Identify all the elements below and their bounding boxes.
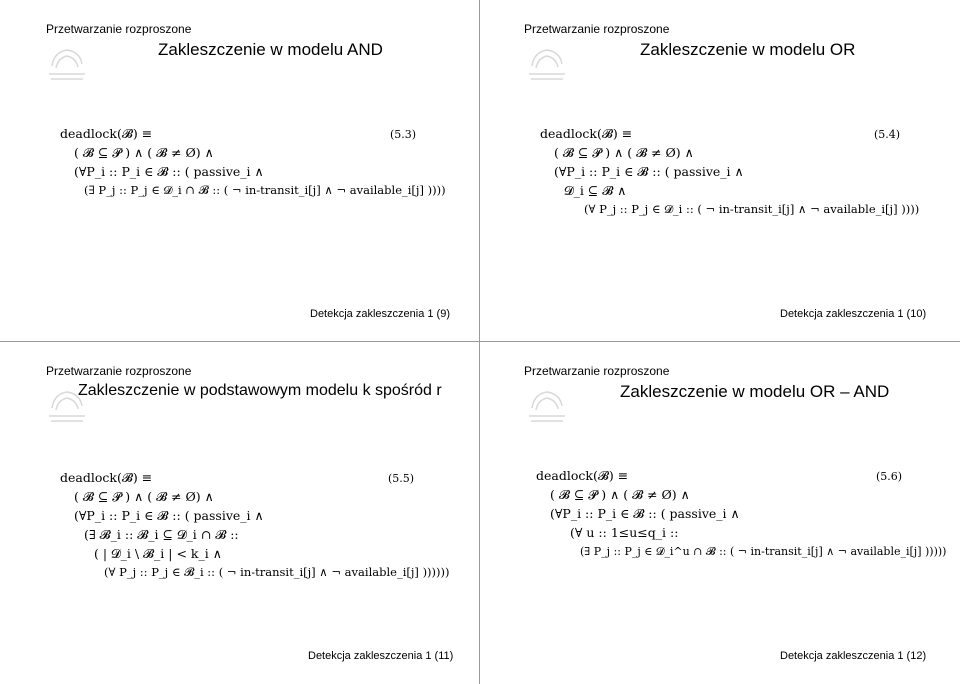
university-logo-icon [526, 386, 568, 426]
equation-number: (5.3) [390, 128, 417, 141]
formula-line: ( 𝓑 ⊆ 𝓟 ) ∧ ( 𝓑 ≠ Ø) ∧ [74, 489, 214, 504]
university-logo-icon [46, 44, 88, 84]
formula-line: deadlock(𝓑) ≡ [540, 126, 633, 141]
formula-line: (∀ P_j :: P_j ∈ 𝓓_i :: ( ¬ in-transit_i[j] ∧ ¬ available_i[j] )))) [584, 202, 920, 216]
formula-line: ( 𝓑 ⊆ 𝓟 ) ∧ ( 𝓑 ≠ Ø) ∧ [74, 145, 214, 160]
slide-12 [480, 342, 960, 684]
formula-line: (∀ P_j :: P_j ∈ 𝓑_i :: ( ¬ in-transit_i[j] ∧ ¬ available_i[j] )))))) [104, 565, 450, 579]
slide-header: Przetwarzanie rozproszone [46, 22, 192, 36]
formula-line: (∃ P_j :: P_j ∈ 𝓓_i^u ∩ 𝓑 :: ( ¬ in-transit_i[j] ∧ ¬ available_i[j] ))))) [580, 545, 947, 558]
slide-title: Zakleszczenie w podstawowym modelu k spośród r [78, 382, 442, 399]
slide-header: Przetwarzanie rozproszone [524, 22, 670, 36]
equation-number: (5.6) [876, 470, 903, 483]
formula-block [60, 124, 446, 200]
formula-line: deadlock(𝓑) ≡ [60, 470, 153, 485]
slide-title: Zakleszczenie w modelu OR – AND [620, 382, 890, 401]
slide-9 [0, 0, 480, 342]
equation-number: (5.4) [874, 128, 901, 141]
formula-line: (∀P_i :: P_i ∈ 𝓑 :: ( passive_i ∧ [550, 506, 740, 521]
slide-10 [480, 0, 960, 342]
slide-footer: Detekcja zakleszczenia 1 (11) [308, 650, 454, 662]
slide-footer: Detekcja zakleszczenia 1 (9) [310, 308, 451, 320]
formula-line: deadlock(𝓑) ≡ [536, 468, 629, 483]
formula-line: (∀ u :: 1≤u≤q_i :: [570, 525, 679, 540]
slide-11 [0, 342, 480, 684]
slide-footer: Detekcja zakleszczenia 1 (12) [780, 650, 927, 662]
equation-number: (5.5) [388, 472, 415, 485]
university-logo-icon [526, 44, 568, 84]
slide-header: Przetwarzanie rozproszone [46, 364, 192, 378]
formula-block [540, 124, 919, 219]
formula-line: (∀P_i :: P_i ∈ 𝓑 :: ( passive_i ∧ [554, 164, 744, 179]
formula-line: ( | 𝓓_i \ 𝓑_i | < k_i ∧ [94, 546, 222, 561]
formula-line: 𝓓_i ⊆ 𝓑 ∧ [564, 183, 627, 198]
slide-header: Przetwarzanie rozproszone [524, 364, 670, 378]
formula-line: (∃ P_j :: P_j ∈ 𝓓_i ∩ 𝓑 :: ( ¬ in-transit_i[j] ∧ ¬ available_i[j] )))) [84, 183, 446, 197]
formula-line: (∀P_i :: P_i ∈ 𝓑 :: ( passive_i ∧ [74, 508, 264, 523]
slide-title: Zakleszczenie w modelu AND [158, 40, 383, 59]
formula-block [60, 468, 450, 582]
slide-footer: Detekcja zakleszczenia 1 (10) [780, 308, 927, 320]
formula-line: deadlock(𝓑) ≡ [60, 126, 153, 141]
formula-line: ( 𝓑 ⊆ 𝓟 ) ∧ ( 𝓑 ≠ Ø) ∧ [550, 487, 690, 502]
slide-title: Zakleszczenie w modelu OR [640, 40, 856, 59]
formula-line: (∀P_i :: P_i ∈ 𝓑 :: ( passive_i ∧ [74, 164, 264, 179]
formula-line: ( 𝓑 ⊆ 𝓟 ) ∧ ( 𝓑 ≠ Ø) ∧ [554, 145, 694, 160]
formula-line: (∃ 𝓑_i :: 𝓑_i ⊆ 𝓓_i ∩ 𝓑 :: [84, 527, 239, 542]
